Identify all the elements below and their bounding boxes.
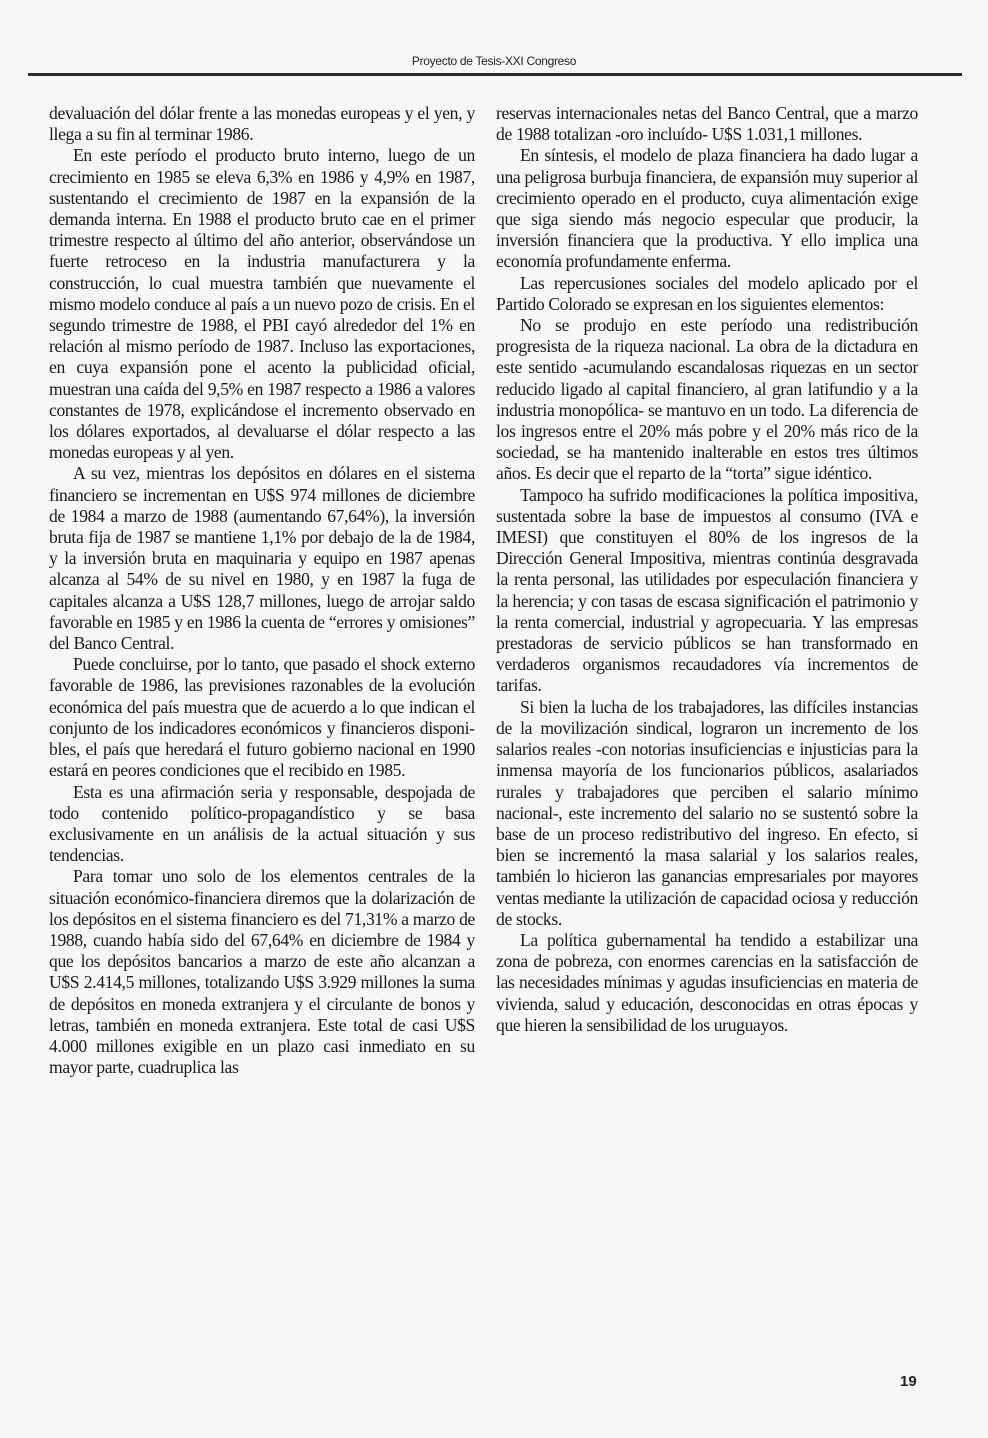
paragraph: En síntesis, el modelo de plaza financiera ha dado lugar a una peligrosa burbuja financiera, de expansión muy superior al crecimiento operado en el producto, cuya alimentación exige que siga siendo más negocio especular que producir, la inversión financiera que la productiva. Y ello implica una economía profundamente enferma. (496, 145, 918, 272)
running-header-title: Proyecto de Tesis-XXI Congreso (411, 54, 577, 68)
paragraph: En este período el producto bruto interno, luego de un crecimiento en 1985 se eleva 6,3% en 1986 y 4,9% en 1987, sustentando el crecimiento de 1987 en la expansión de la demanda interna. En 1988 el producto bruto cae en el primer trimestre respecto al último del año anterior, observándose un fuerte retroceso en la industria manufacturera y la construcción, lo cual muestra también que nuevamente el mismo modelo conduce al país a un nuevo pozo de crisis. En el segundo trimestre de 1988, el PBI cayó alrededor del 1% en relación al mismo período de 1987. Incluso las exportaciones, en cuya expansión pone el acento la publicidad oficial, muestran una caída del 9,5% en 1987 respecto a 1986 a valores constantes de 1978, explicándose el incremento observado en los dólares exportados, al devaluarse el dólar respecto a las monedas europeas y al yen. (49, 145, 475, 463)
right-text-column (496, 103, 918, 1036)
paragraph: Las repercusiones sociales del modelo aplicado por el Partido Colorado se expresan en los siguientes elementos: (496, 272, 918, 314)
paragraph: La política gubernamental ha tendido a estabilizar una zona de pobreza, con enormes carencias en la satisfacción de las necesidades mínimas y agudas insuficiencias en materia de vivienda, salud y educación, desconocidas en otras épocas y que hieren la sensibilidad de los uruguayos. (496, 929, 918, 1035)
header-divider (28, 73, 962, 76)
page-number: 19 (900, 1373, 917, 1390)
paragraph: devaluación del dólar frente a las monedas europeas y el yen, y llega a su fin al terminar 1986. (49, 103, 475, 145)
paragraph: Esta es una afirmación seria y responsable, despojada de todo contenido político-propagandístico y se basa exclusivamente en un análisis de la actual situación y sus tendencias. (49, 781, 475, 866)
paragraph: A su vez, mientras los depósitos en dólares en el sistema financiero se incrementan en U$S 974 millones de diciembre de 1984 a marzo de 1988 (aumentando 67,64%), la inversión bruta fija de 1987 se mantiene 1,1% por debajo de la de 1984, y la inversión bruta en maquinaria y equipo en 1987 apenas alcanza al 54% de su nivel en 1980, y en 1987 la fuga de capitales alcanza a U$S 128,7 millones, luego de arrojar saldo favorable en 1985 y en 1986 la cuenta de “errores y omisiones” del Banco Central. (49, 463, 475, 654)
paragraph: reservas internacionales netas del Banco Central, que a marzo de 1988 totalizan -oro incluído- U$S 1.031,1 millones. (496, 103, 918, 145)
paragraph: Tampoco ha sufrido modificaciones la política impositiva, sustentada sobre la base de impuestos al consumo (IVA e IMESI) que constituyen el 80% de los ingresos de la Dirección General Impositiva, mientras continúa desgravada la renta personal, las utilidades por especulación financiera y la herencia; y con tasas de escasa significación el patrimonio y la renta comercial, industrial y agropecuaria. Y las empresas prestadoras de servicio públicos se han transformado en verdaderos organismos recaudadores vía incrementos de tarifas. (496, 484, 918, 696)
paragraph: Puede concluirse, por lo tanto, que pasado el shock externo favorable de 1986, las previsiones razonables de la evolución económica del país muestra que de acuerdo a lo que indican el conjunto de los indicadores económicos y financieros disponibles, el país que heredará el futuro gobierno nacional en 1990 estará en peores condiciones que el recibido en 1985. (49, 654, 475, 781)
paragraph: Si bien la lucha de los trabajadores, las difíciles instancias de la movilización sindical, lograron un incremento de los salarios reales -con notorias insuficiencias e injusticias para la inmensa mayoría de los funcionarios públicos, asalariados rurales y trabajadores que perciben el salario mínimo nacional-, este incremento del salario no se sustentó sobre la base de un proceso redistributivo del ingreso. En efecto, si bien se incrementó la masa salarial y los salarios reales, también lo hicieron las ganancias empresariales por mayores ventas mediante la utilización de capacidad ociosa y reducción de stocks. (496, 696, 918, 929)
paragraph: Para tomar uno solo de los elementos centrales de la situación económico-financiera diremos que la dolarización de los depósitos en el sistema financiero es del 71,31% a marzo de 1988, cuando había sido del 67,64% en diciembre de 1984 y que los depósitos bancarios a marzo de este año alcanzan a U$S 2.414,5 millones, totalizando U$S 3.929 millones la suma de depósitos en moneda extranjera y el circulante de bonos y letras, también en moneda extranjera. Este total de casi U$S 4.000 millones exigible en un plazo casi inmediato en su mayor parte, cuadruplica las (49, 866, 475, 1078)
paragraph: No se produjo en este período una redistribución progresista de la riqueza nacional. La obra de la dictadura en este sentido -acumulando escandalosas riquezas en un sector reducido ligado al capital financiero, al gran latifundio y a la industria monopólica- se mantuvo en un todo. La diferencia de los ingresos entre el 20% más pobre y el 20% más rico de la sociedad, se ha mantenido inalterable en estos tres últimos años. Es decir que el reparto de la “torta” sigue idéntico. (496, 315, 918, 484)
left-text-column (49, 103, 475, 1078)
